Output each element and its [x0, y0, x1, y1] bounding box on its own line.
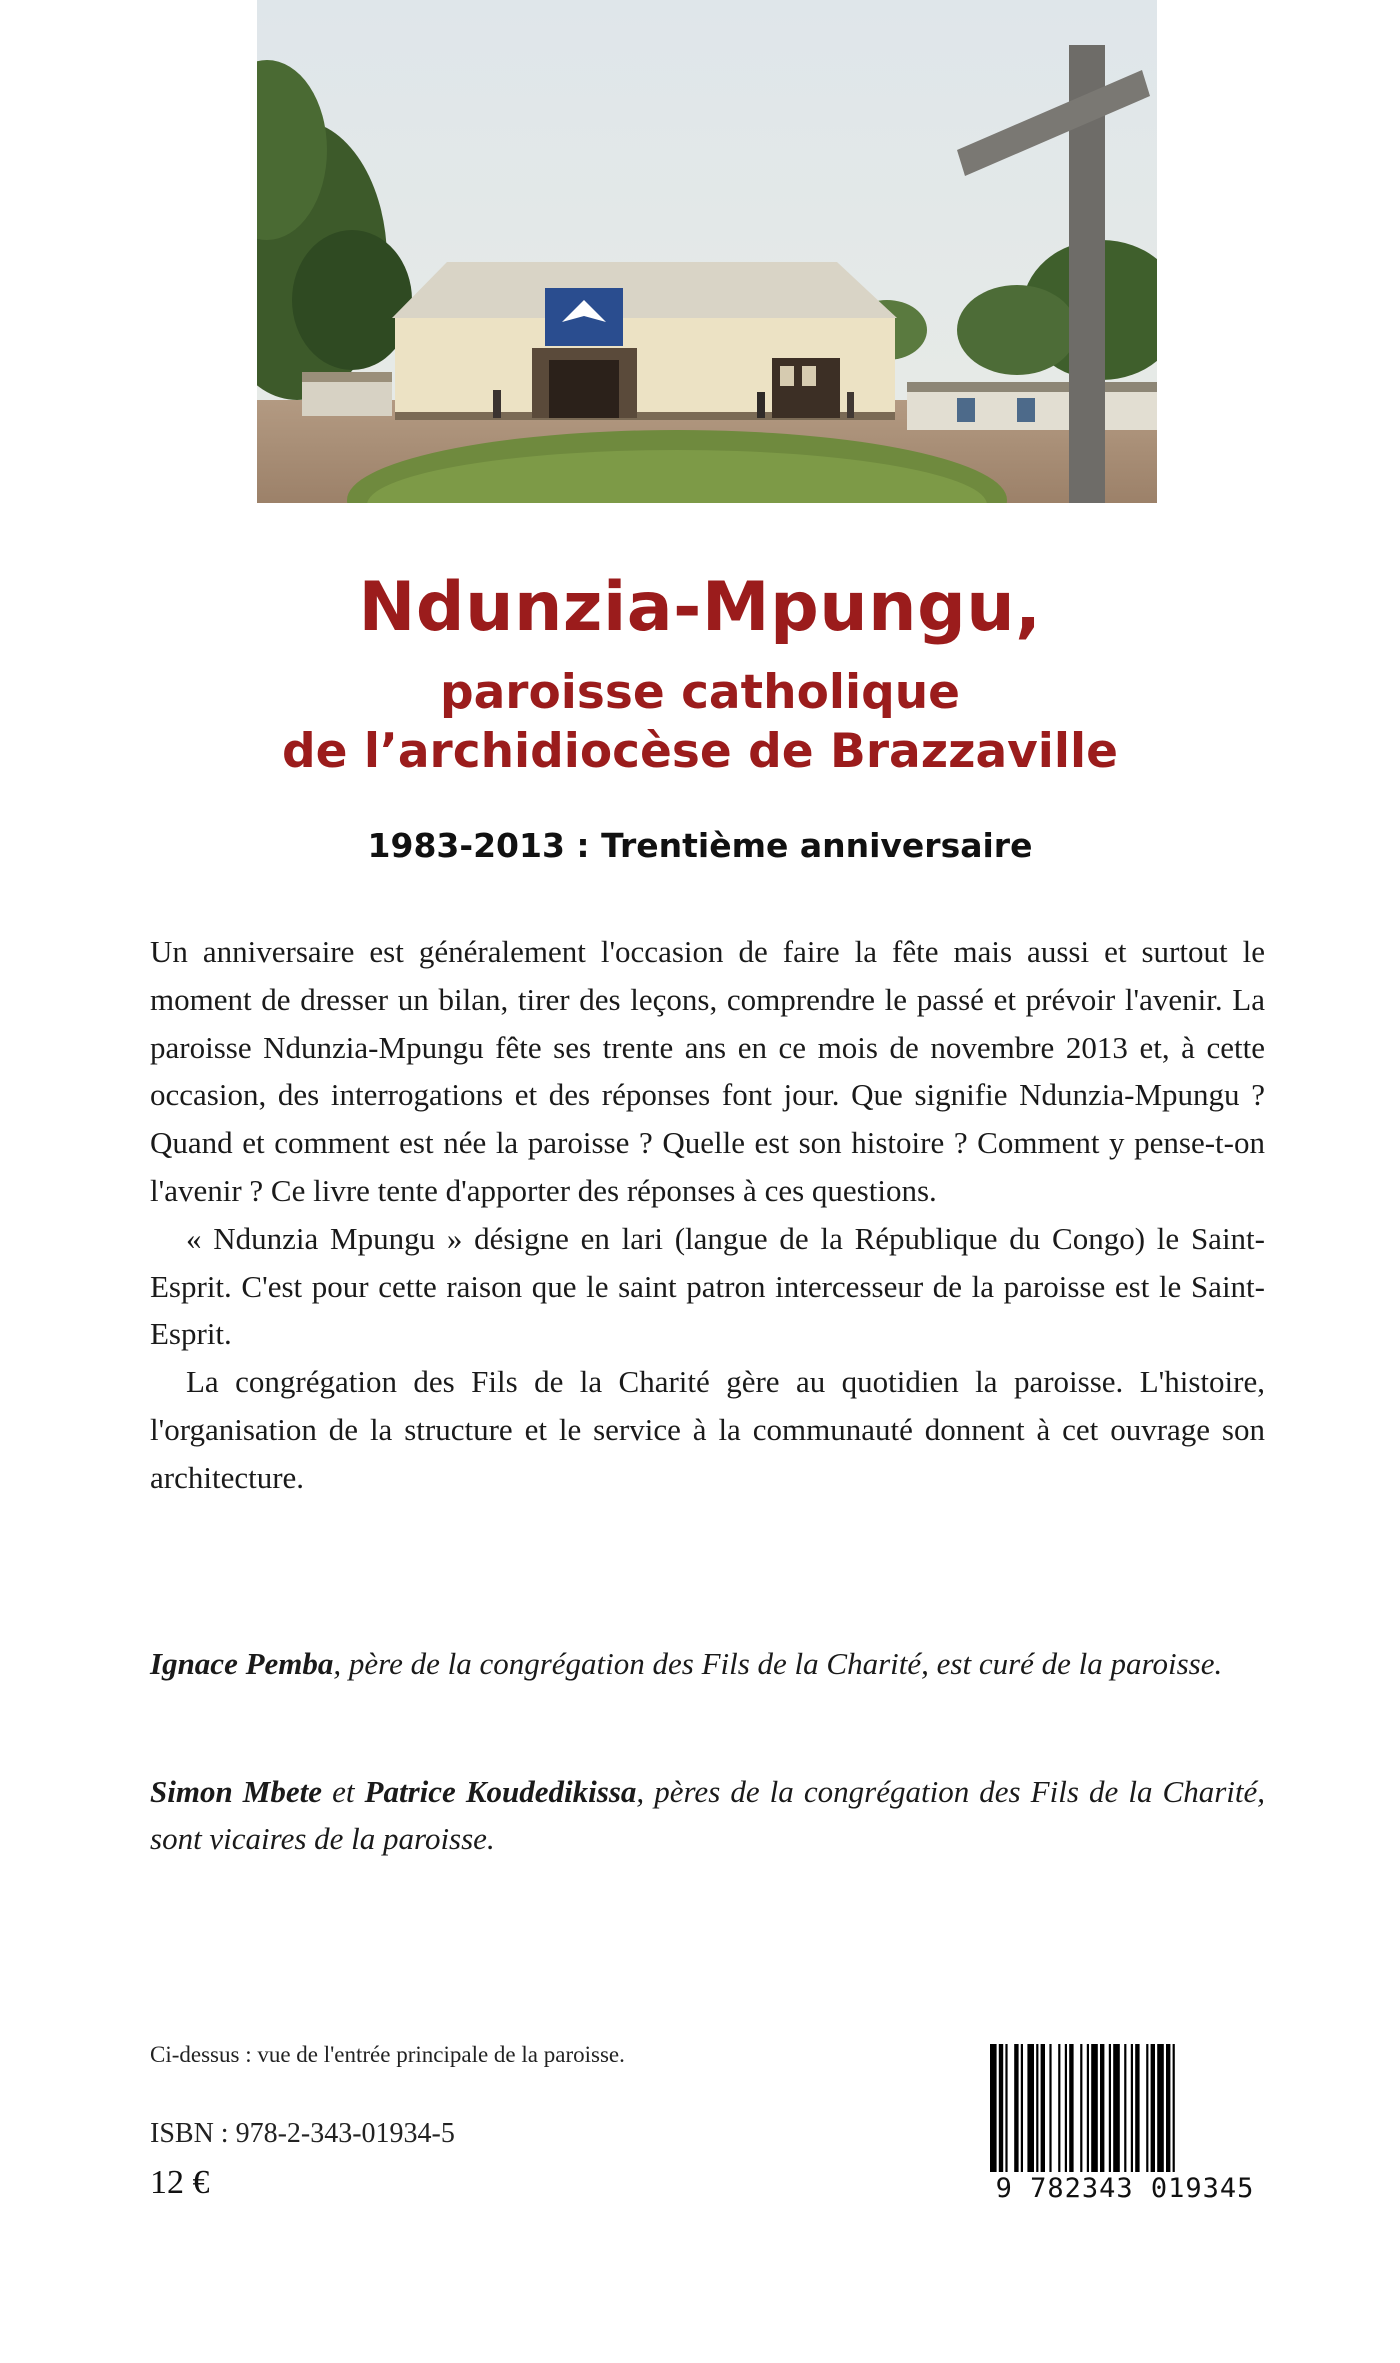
author-name-pemba: Ignace Pemba: [150, 1646, 334, 1681]
barcode-digits: 9 782343 019345: [984, 2172, 1266, 2206]
author-name-mbete: Simon Mbete: [150, 1774, 322, 1809]
author-bio-2-text: , pères de la congrégation des Fils de la Charité, sont vicaires de la paroisse.: [150, 1774, 1266, 1856]
price: 12 €: [150, 2164, 210, 2201]
blurb-paragraph-2: « Ndunzia Mpungu » désigne en lari (langue de la République du Congo) le Saint-Esprit. C'est pour cette raison que le saint patron intercesseur de la paroisse est le Saint-Esprit.: [150, 1220, 1265, 1352]
author-bio-2: [150, 1768, 1265, 1862]
blurb-paragraph-3: La congrégation des Fils de la Charité gère au quotidien la paroisse. L'histoire, l'organisation de la structure et le service à la communauté donnent à cet ouvrage son architecture.: [150, 1364, 1265, 1495]
author-and: et: [322, 1774, 365, 1809]
author-bio-1-text: , père de la congrégation des Fils de la Charité, est curé de la paroisse.: [333, 1646, 1223, 1681]
anniversary-subtitle: 1983-2013 : Trentième anniversaire: [367, 826, 1033, 865]
blurb-paragraph-1: Un anniversaire est généralement l'occasion de faire la fête mais aussi et surtout le moment de dresser un bilan, tirer des leçons, comprendre le passé et prévoir l'avenir. La paroisse Ndunzia-Mpungu fête ses trente ans en ce mois de novembre 2013 et, à cette occasion, des interrogations et des réponses font jour. Que signifie Ndunzia-Mpungu ? Quand et comment est née la paroisse ? Quelle est son histoire ? Comment y pense-t-on l'avenir ? Ce livre tente d'apporter des réponses à ces questions.: [150, 934, 1265, 1208]
cover-photo: [257, 0, 1157, 503]
book-subtitle-line2: de l’archidiocèse de Brazzaville: [281, 724, 1119, 779]
photo-caption: Ci-dessus : vue de l'entrée principale de la paroisse.: [150, 2042, 625, 2067]
author-name-koudedikissa: Patrice Koudedikissa: [364, 1774, 637, 1809]
book-subtitle-line1: paroisse catholique: [439, 665, 961, 720]
author-bio-1: [150, 1640, 1265, 1687]
book-title: Ndunzia-Mpungu,: [358, 568, 1042, 647]
isbn: ISBN : 978-2-343-01934-5: [150, 2118, 455, 2149]
blurb: [150, 928, 1265, 1502]
